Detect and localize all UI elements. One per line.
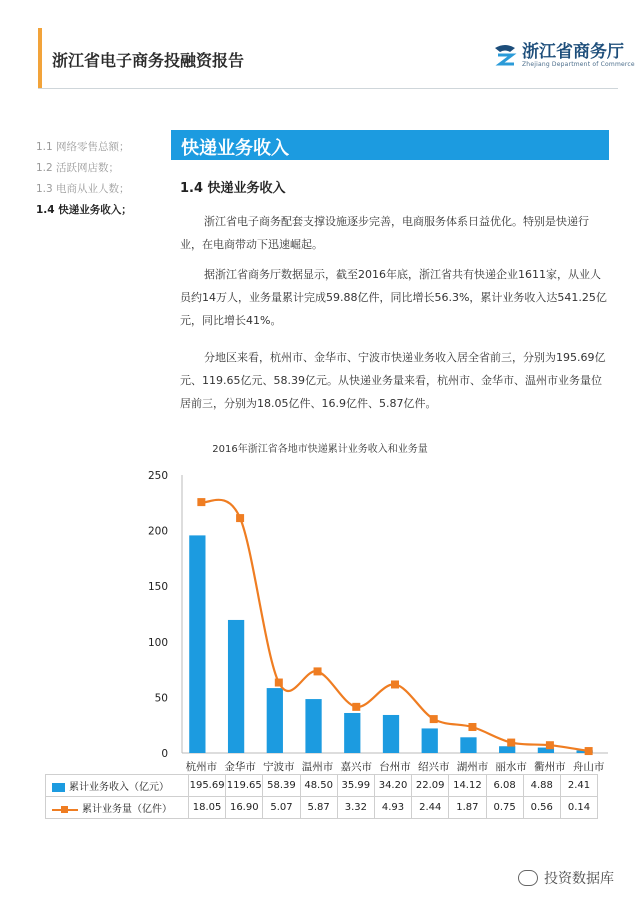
line-point xyxy=(314,667,322,675)
line-point xyxy=(546,741,554,749)
x-category-label: 舟山市 xyxy=(572,761,605,773)
line-point xyxy=(352,703,360,711)
series-line xyxy=(201,500,588,751)
table-cell: 14.12 xyxy=(449,775,486,797)
line-point xyxy=(585,747,593,755)
line-point xyxy=(468,723,476,731)
table-cell: 0.14 xyxy=(560,797,597,819)
table-cell: 119.65 xyxy=(226,775,263,797)
bar xyxy=(460,737,476,753)
table-cell: 4.88 xyxy=(523,775,560,797)
paragraph: 分地区来看，杭州市、金华市、宁波市快递业务收入居全省前三，分别为195.69亿元、119.65亿元、58.39亿元。从快递业务量来看，杭州市、金华市、温州市业务量位居前三，分别为18.05亿件、16.9亿件、5.87亿件。 xyxy=(180,351,606,410)
table-cell: 195.69 xyxy=(189,775,226,797)
x-category-label: 杭州市 xyxy=(185,761,218,773)
table-cell: 2.41 xyxy=(560,775,597,797)
table-cell: 34.20 xyxy=(374,775,411,797)
section-toc xyxy=(36,137,132,221)
table-cell: 6.08 xyxy=(486,775,523,797)
x-category-label: 温州市 xyxy=(301,761,334,773)
line-point xyxy=(507,739,515,747)
bar xyxy=(305,699,321,753)
table-row xyxy=(46,775,598,797)
table-cell: 5.07 xyxy=(263,797,300,819)
y-tick-label: 0 xyxy=(161,748,168,760)
table-cell: 35.99 xyxy=(337,775,374,797)
wechat-icon xyxy=(518,870,538,886)
header-divider xyxy=(38,88,618,89)
line-point xyxy=(391,680,399,688)
table-cell: 2.44 xyxy=(412,797,449,819)
table-cell: 16.90 xyxy=(226,797,263,819)
line-point xyxy=(197,498,205,506)
line-point xyxy=(275,679,283,687)
bar xyxy=(383,715,399,753)
logo-text: 浙江省商务厅 xyxy=(522,41,624,62)
table-cell: 4.93 xyxy=(374,797,411,819)
x-category-label: 嘉兴市 xyxy=(340,761,373,773)
x-category-label: 金华市 xyxy=(224,761,256,773)
table-cell: 3.32 xyxy=(337,797,374,819)
bar xyxy=(344,713,360,753)
report-title: 浙江省电子商务投融资报告 xyxy=(52,51,245,70)
bar xyxy=(499,746,515,753)
table-cell: 58.39 xyxy=(263,775,300,797)
toc-item-active[interactable]: 1.4 快递业务收入； xyxy=(36,204,132,216)
table-cell: 18.05 xyxy=(189,797,226,819)
line-marker-swatch-icon xyxy=(52,805,78,814)
bar xyxy=(267,688,283,753)
x-category-label: 湖州市 xyxy=(456,761,489,773)
table-cell: 48.50 xyxy=(300,775,337,797)
y-tick-label: 250 xyxy=(147,470,168,482)
section-title-bar xyxy=(171,130,609,160)
y-tick-label: 100 xyxy=(147,636,168,649)
x-category-label: 丽水市 xyxy=(495,761,527,773)
table-row xyxy=(46,797,598,819)
table-cell: 0.75 xyxy=(486,797,523,819)
subsection-heading: 1.4 快递业务收入 xyxy=(180,181,286,196)
y-tick-label: 200 xyxy=(147,525,168,538)
section-title: 快递业务收入 xyxy=(181,138,289,159)
y-tick-label: 50 xyxy=(154,692,168,705)
table-cell: 22.09 xyxy=(412,775,449,797)
line-point xyxy=(430,715,438,723)
department-logo xyxy=(492,42,635,68)
table-cell: 1.87 xyxy=(449,797,486,819)
paragraph: 浙江省电子商务配套支撑设施逐步完善，电商服务体系日益优化。特别是快递行业，在电商带动下迅速崛起。 xyxy=(180,215,589,251)
toc-item[interactable]: 1.1 网络零售总额； xyxy=(36,141,130,153)
toc-item[interactable]: 1.3 电商从业人数； xyxy=(36,183,130,195)
table-cell: 5.87 xyxy=(300,797,337,819)
express-revenue-chart xyxy=(0,460,640,774)
legend-volume: 累计业务量（亿件） xyxy=(46,797,189,819)
x-category-label: 台州市 xyxy=(379,761,411,773)
toc-item[interactable]: 1.2 活跃网店数； xyxy=(36,162,120,174)
bar xyxy=(189,535,205,753)
bar-swatch-icon xyxy=(52,783,65,792)
x-category-label: 衢州市 xyxy=(534,761,566,773)
table-cell: 0.56 xyxy=(523,797,560,819)
header-accent-bar xyxy=(38,28,42,88)
chart-data-table xyxy=(45,774,598,819)
department-emblem-icon xyxy=(492,42,518,68)
bar xyxy=(228,620,244,753)
bar xyxy=(422,728,438,753)
line-point xyxy=(236,514,244,522)
x-category-label: 绍兴市 xyxy=(417,761,450,773)
y-tick-label: 150 xyxy=(147,581,168,594)
paragraph: 据浙江省商务厅数据显示，截至2016年底，浙江省共有快递企业1611家，从业人员约14万人，业务量累计完成59.88亿件，同比增长56.3%，累计业务收入达541.25亿元，同比增长41%。 xyxy=(180,268,607,327)
chart-title: 2016年浙江省各地市快递累计业务收入和业务量 xyxy=(212,444,428,455)
x-category-label: 宁波市 xyxy=(263,761,295,773)
legend-revenue: 累计业务收入（亿元） xyxy=(46,775,189,797)
watermark: 投资数据库 xyxy=(518,868,614,888)
logo-subtext: Zhejiang Department of Commerce xyxy=(522,60,635,68)
